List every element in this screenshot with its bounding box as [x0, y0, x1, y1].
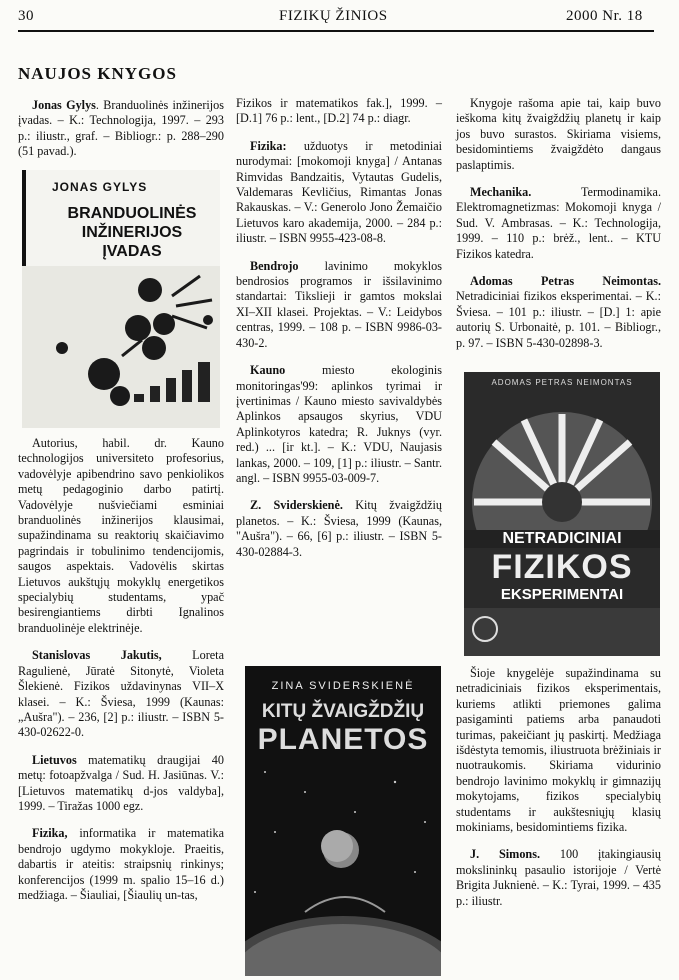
book-cover-branduolines	[22, 170, 220, 428]
entry-jakutis	[18, 648, 224, 740]
entry-author: Lietuvos	[32, 752, 77, 767]
column-2	[236, 96, 442, 572]
cover-title	[44, 204, 220, 261]
cover-title-line: FIZIKOS	[491, 548, 633, 586]
cover-title-line: KITŲ ŽVAIGŽDŽIŲ	[261, 701, 425, 722]
entry-author: Z. Sviderskienė.	[250, 498, 343, 513]
journal-title: FIZIKŲ ŽINIOS	[279, 8, 388, 24]
entry-description: Autorius, habil. dr. Kauno technologijos universiteto profesorius, vadovėlyje apibendrino savo penkiolikos metų pedagoginio darbo patirtį. Vadovėlyje nušviečiami esminiai branduolinės inžinerijos klausimai, supažindinama su reaktorių skaičiavimo pagrindais ir tobulinimo tendencijomis, saugos aspektais. Vadovėlis skirtas Lietuvos aukštųjų mokyklų energetikos specialybių studentams, ypač besirengiantiems dirbti Ignalinos branduolinėje elektrinėje.	[18, 436, 224, 635]
entry-text: . Branduolinės inžinerijos įvadas. – K.: Technologija, 1997. – 293 p.: iliustr., graf. – Bibliogr.: p. 288–290 (51 pavad.).	[18, 98, 224, 159]
entry-text: užduotys ir metodiniai nurodymai: [mokomoji knyga] / Antanas Rimvidas Bandzaitis, Vytautas Gudelis, Valdemaras Kevličius, Rimantas Jonas Rakauskas. – V.: Generolo Jono Žemaičio Lietuvos karo akademija, 2000. – 284 p.: iliustr. – ISBN 9955-423-08-8.	[236, 138, 442, 246]
cover-author: ZINA SVIDERSKIENĖ	[271, 680, 415, 692]
entry-author: Jonas Gylys	[32, 98, 96, 112]
entry-text: informatika ir matematika bendrojo ugdymo mokykloje. Praeitis, dabartis ir ateitis: straipsnių rinkinys; konferencijos (1999 m. spalio 15–16 d.) medžiaga. – Šiauliai, [Šiaulių un-tas,	[18, 826, 224, 902]
entry-kauno	[236, 363, 442, 486]
cover-bottom-panel	[464, 608, 660, 656]
section-title: NAUJOS KNYGOS	[18, 64, 177, 83]
entry-description: Knygoje rašoma apie tai, kaip buvo ieškoma kitų žvaigždžių planetų ir kaip jos buvo surastos. Skiriama visiems, besidomintiems žvaigždėto dangaus paslaptimis.	[456, 96, 661, 172]
cover-illustration-space	[245, 762, 441, 976]
entry-text: Loreta Ragulienė, Jūratė Sitonytė, Violeta Šlekienė. Fizikos uždavinynas VII–X klasei. – K.: Šviesa, 1999 (Kaunas: „Aušra"). – 236, [2] p.: iliustr. – ISBN 5-430-02622-0.	[18, 648, 224, 740]
cover-author: ADOMAS PETRAS NEIMONTAS	[491, 378, 633, 387]
entry-author: Adomas Petras Neimontas.	[470, 274, 661, 289]
entry-author: Fizika,	[32, 826, 68, 841]
entry-author: Mechanika.	[470, 185, 532, 200]
cover-title-line: INŽINERIJOS	[81, 224, 183, 241]
entry-continuation: Fizikos ir matematikos fak.], 1999. – [D.1] 76 p.: lent., [D.2] 74 p.: diagr.	[236, 96, 442, 126]
cover-title	[245, 698, 441, 754]
entry-text: Termodinamika. Elektromagnetizmas: Mokomoji knyga / Sud. V. Ambrasas. – K.: Technologija, 1999. – 110 p.: brėž., lent.. – KTU Fizikos katedra.	[456, 185, 661, 261]
book-cover-planetos	[245, 666, 441, 976]
column-1	[18, 98, 224, 172]
entry-text: Kitų žvaigždžių planetos. – K.: Šviesa, 1999 (Kaunas, "Aušra"). – 66, [6] p.: iliustr. – ISBN 5-430-02884-3.	[236, 498, 442, 559]
cover-title-line: BRANDUOLINĖS	[67, 205, 197, 222]
cover-title	[464, 530, 660, 603]
entry-text: 100 įtakingiausių mokslininkų pasaulio istorijoje / Vertė Brigita Juknienė. – K.: Tyrai, 1999. – 435 p.: iliustr.	[456, 847, 661, 908]
entry-fizika-uzduotys	[236, 139, 442, 247]
cover-illustration-atoms	[22, 266, 220, 428]
entry-text: matematikų draugijai 40 metų: fotoapžvalga / Sud. H. Jasiūnas. V.: [Lietuvos matematikų d-jos valdyba], 1999. – Tiražas 1000 egz.	[18, 752, 224, 813]
entry-fizika-informatika	[18, 826, 224, 903]
book-cover-eksperimentai	[464, 372, 660, 656]
issue-number: 2000 Nr. 18	[566, 8, 643, 24]
entry-bendrojo	[236, 259, 442, 351]
cover-title-line: PLANETOS	[257, 723, 429, 756]
cover-title-line: ĮVADAS	[102, 243, 162, 260]
entry-sviderskiene	[236, 498, 442, 560]
entry-gylys	[18, 98, 224, 160]
cover-author: JONAS GYLYS	[52, 180, 148, 194]
entry-author: Bendrojo	[250, 258, 299, 273]
cover-title-line: NETRADICINIAI	[464, 530, 660, 548]
cover-illustration-wheel	[464, 392, 660, 532]
header-rule	[18, 30, 654, 32]
entry-author: Stanislovas Jakutis,	[32, 648, 162, 663]
entry-text: lavinimo mokyklos bendrosios programos ir išsilavinimo standartai: Tikslieji ir gamtos mokslai XI–XII klasei. Projektas. – V.: Leidybos centras, 1999. – 108 p. – ISBN 9986-03-430-2.	[236, 258, 442, 350]
column-3	[456, 96, 661, 363]
circle-icon	[472, 616, 498, 642]
column-3-lower	[456, 666, 661, 921]
entry-mechanika	[456, 185, 661, 262]
entry-lietuvos	[18, 753, 224, 815]
entry-simons	[456, 847, 661, 909]
entry-text: miesto ekologinis monitoringas'99: aplinkos tyrimai ir įvertinimas / Kauno miesto savivaldybės Aplinkos apsaugos skyrius, VDU Aplinkotyros katedra; R. Juknys (vyr. red.) ... [ir kt.]. – K.: VDU, Naujasis lankas, 2000. – 109, [1] p.: iliustr. – Santr. angl. – ISBN 9955-03-009-7.	[236, 363, 442, 485]
page-number: 30	[18, 8, 34, 24]
entry-author: Kauno	[250, 363, 286, 378]
entry-text: Netradiciniai fizikos eksperimentai. – K.: Šviesa. – 101 p.: iliustr. – [D.] 1: apie autorių S. Urbonaitė, p. 101. – Bibliogr., p. 97. – ISBN 5-430-02898-3.	[456, 289, 661, 350]
entry-author: J. Simons.	[470, 847, 540, 862]
entry-description: Šioje knygelėje supažindinama su netradiciniais fizikos eksperimentais, kuriems atlikti priemones galima pasigaminti patiems arba panaudoti turimas, pakeičiant jų paskirtį. Medžiaga išdėstyta temomis, iliustruota brėžiniais ir nuotraukomis. Skiriama vidurinio bendrojo lavinimo mokyklų ir gimnazijų mokytojams, fizikos specialybių studentams ir aukštesniųjų klasių mokiniams, besidomintiems fizika.	[456, 666, 661, 835]
cover-title-line: EKSPERIMENTAI	[500, 586, 624, 603]
entry-neimontas	[456, 274, 661, 351]
entry-author: Fizika:	[250, 138, 287, 153]
column-1-lower	[18, 436, 224, 915]
